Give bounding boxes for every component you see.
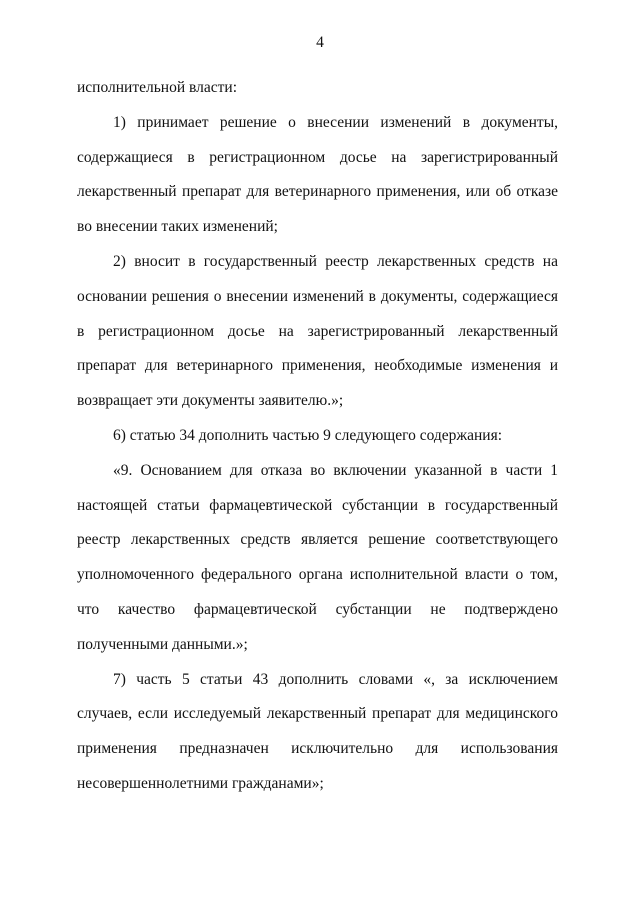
paragraph-item-1: 1) принимает решение о внесении изменений в документы, содержащиеся в регистрационном досье на зарегистрированный лекарственный препарат для ветеринарного применения, или об отказе во внесении таких изменений;: [77, 113, 558, 236]
document-body: [77, 71, 558, 802]
paragraph-continuation: исполнительной власти:: [77, 79, 237, 96]
page-number: 4: [316, 34, 324, 51]
paragraph-item-7: 7) часть 5 статьи 43 дополнить словами «, за исключением случаев, если исследуемый лекарственный препарат для медицинского применения предназначен исключительно для использования несовершеннолетними гражданами»;: [77, 670, 558, 792]
paragraph-item-6: 6) статью 34 дополнить частью 9 следующего содержания:: [113, 426, 503, 444]
paragraph-item-2: 2) вносит в государственный реестр лекарственных средств на основании решения о внесении изменений в документы, содержащиеся в регистрационном досье на зарегистрированный лекарственный препарат для ветеринарного применения, необходимые изменения и возвращает эти документы заявителю.»;: [77, 252, 558, 410]
paragraph-part-9: «9. Основанием для отказа во включении указанной в части 1 настоящей статьи фармацевтической субстанции в государственный реестр лекарственных средств является решение соответствующего уполномоченного федерального органа исполнительной власти о том, что качество фармацевтической субстанции не подтверждено полученными данными.»;: [77, 461, 558, 653]
